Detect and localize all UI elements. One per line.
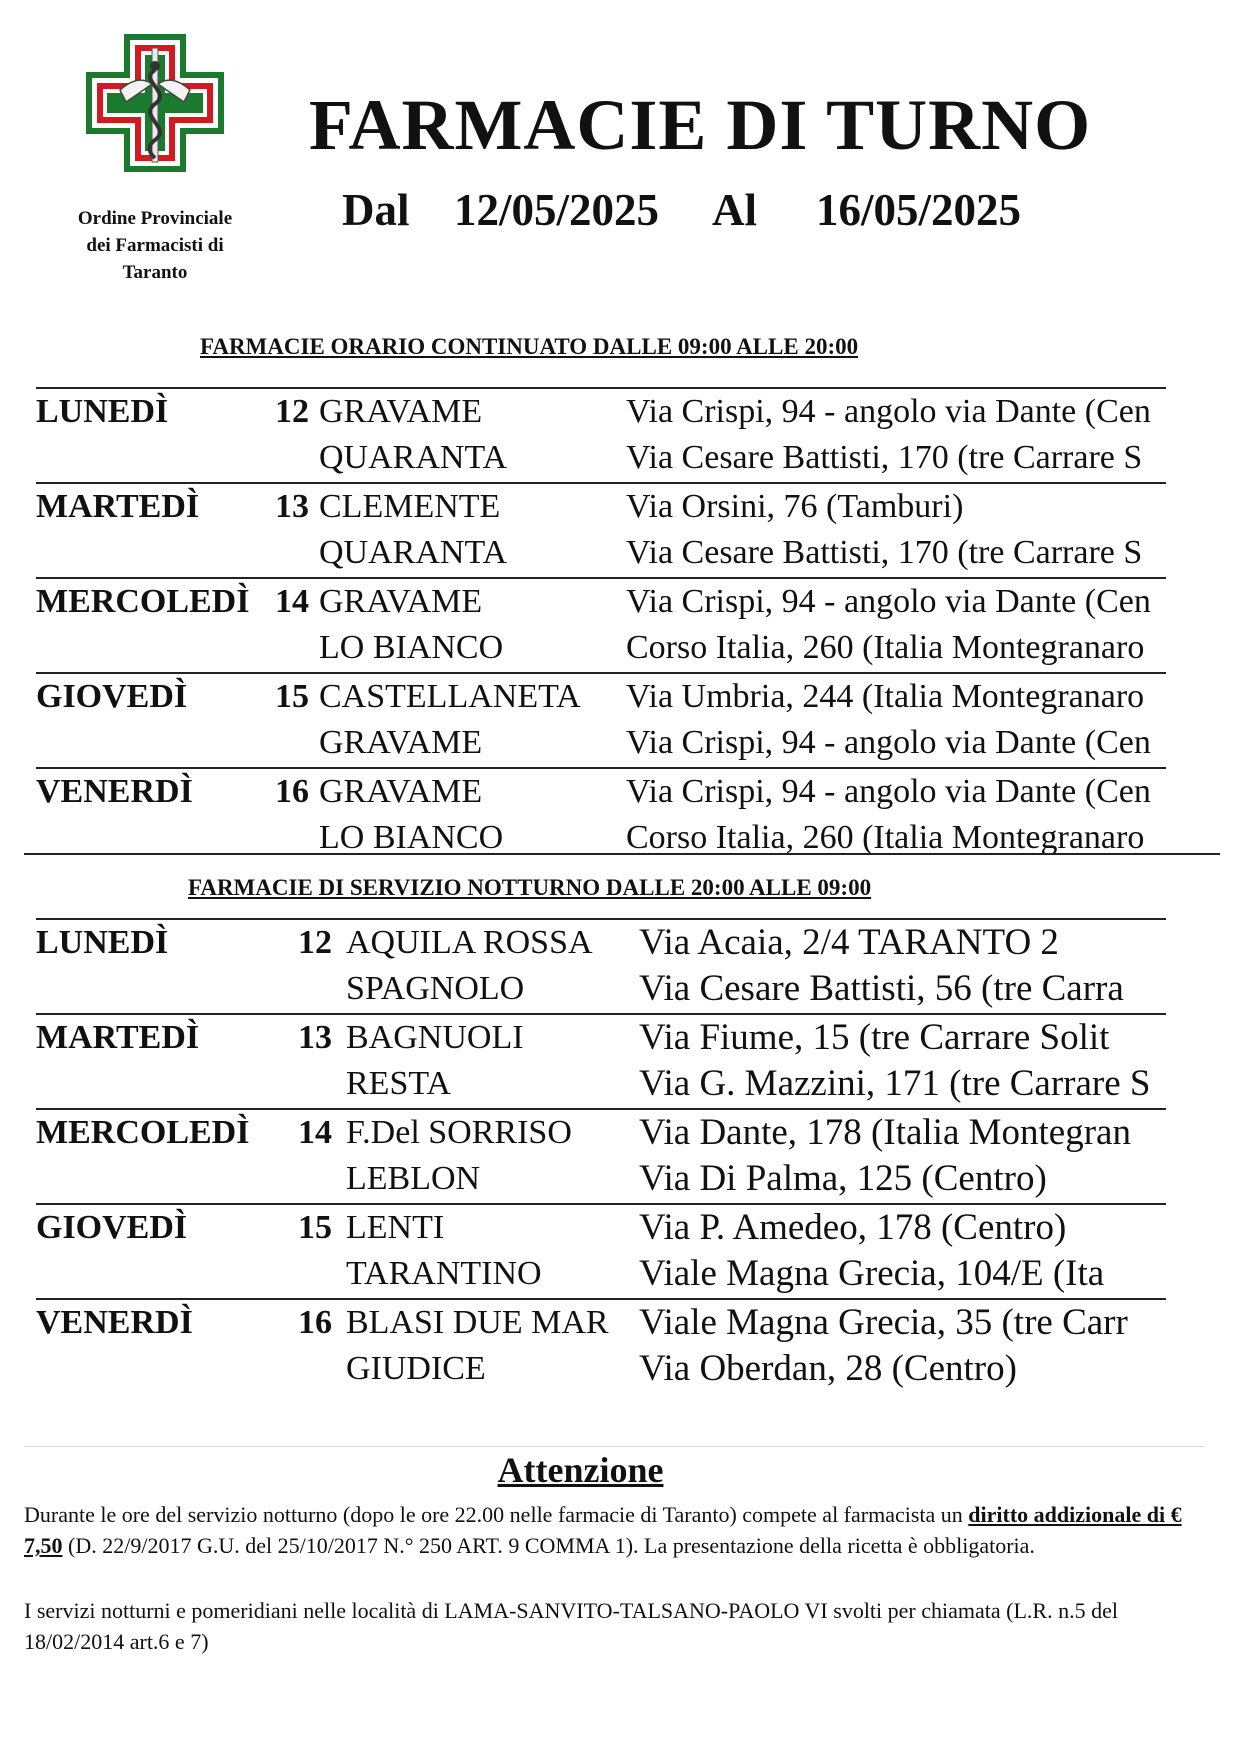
pharmacy-name: GRAVAME: [319, 393, 483, 430]
pharmacy-address: Corso Italia, 260 (Italia Montegranaro: [626, 629, 1145, 666]
section-divider: [24, 853, 1220, 855]
day-number: 16: [298, 1304, 332, 1341]
pharmacy-name: LO BIANCO: [319, 819, 504, 856]
day-number: 13: [298, 1019, 332, 1056]
pharmacy-name: AQUILA ROSSA: [346, 924, 593, 961]
notice-text: Durante le ore del servizio notturno (dopo le ore 22.00 nelle farmacie di Taranto) compete al farmacista un: [24, 1502, 969, 1527]
day-name: MARTEDÌ: [36, 488, 200, 525]
pharmacy-name: QUARANTA: [319, 439, 508, 476]
day-name: LUNEDÌ: [36, 393, 169, 430]
day-block: [36, 918, 1166, 1013]
pharmacy-address: Via Orsini, 76 (Tamburi): [626, 488, 964, 525]
date-from-label: Dal: [342, 185, 410, 235]
day-number: 15: [298, 1209, 332, 1246]
day-name: MARTEDÌ: [36, 1019, 200, 1056]
day-name: VENERDÌ: [36, 1304, 193, 1341]
pharmacy-name: GIUDICE: [346, 1350, 486, 1387]
day-number: 14: [275, 583, 309, 620]
pharmacy-name: RESTA: [346, 1065, 451, 1102]
pharmacy-address: Via Cesare Battisti, 170 (tre Carrare S: [626, 439, 1143, 476]
pharmacy-name: CLEMENTE: [319, 488, 501, 525]
pharmacy-address: Viale Magna Grecia, 35 (tre Carr: [639, 1302, 1128, 1343]
pharmacy-address: Via Cesare Battisti, 56 (tre Carra: [639, 968, 1124, 1009]
pharmacy-address: Via Cesare Battisti, 170 (tre Carrare S: [626, 534, 1143, 571]
notice-text: (D. 22/9/2017 G.U. del 25/10/2017 N.° 250 ART. 9 COMMA 1). La presentazione della ricetta è obbligatoria.: [62, 1533, 1035, 1558]
date-to-label: Al: [712, 185, 757, 235]
night-schedule-table: [36, 918, 1166, 1393]
pharmacy-name: LO BIANCO: [319, 629, 504, 666]
notice-divider: [24, 1446, 1204, 1447]
day-block: [36, 672, 1166, 767]
day-number: 15: [275, 678, 309, 715]
date-to: 16/05/2025: [816, 185, 1022, 235]
org-line: dei Farmacisti di: [86, 235, 224, 256]
page-title: FARMACIE DI TURNO: [308, 85, 1092, 165]
day-block: [36, 767, 1166, 862]
date-from: 12/05/2025: [454, 185, 660, 235]
notice-paragraph-1: [24, 1499, 1204, 1561]
day-section-title: FARMACIE ORARIO CONTINUATO DALLE 09:00 ALLE 20:00: [200, 334, 859, 359]
day-number: 12: [275, 393, 309, 430]
pharmacy-name: LEBLON: [346, 1160, 481, 1197]
night-section-title: FARMACIE DI SERVIZIO NOTTURNO DALLE 20:00 ALLE 09:00: [188, 875, 872, 900]
pharmacy-address: Via Dante, 178 (Italia Montegran: [639, 1112, 1131, 1153]
pharmacy-name: GRAVAME: [319, 583, 483, 620]
notice-fee: diritto addizionale di € 7,50: [24, 1502, 1182, 1558]
pharmacy-address: Via Crispi, 94 - angolo via Dante (Cen: [626, 773, 1151, 810]
day-schedule-table: [36, 387, 1166, 862]
pharmacy-address: Via P. Amedeo, 178 (Centro): [639, 1207, 1067, 1248]
pharmacy-address: Via Acaia, 2/4 TARANTO 2: [639, 922, 1059, 963]
day-name: VENERDÌ: [36, 773, 193, 810]
pharmacy-address: Via Crispi, 94 - angolo via Dante (Cen: [626, 393, 1151, 430]
day-name: GIOVEDÌ: [36, 1209, 188, 1246]
day-block: [36, 387, 1166, 482]
org-line: Taranto: [122, 262, 188, 283]
pharmacy-address: Via G. Mazzini, 171 (tre Carrare S: [639, 1063, 1151, 1104]
day-block: [36, 482, 1166, 577]
day-number: 16: [275, 773, 309, 810]
day-block: [36, 577, 1166, 672]
pharmacy-name: F.Del SORRISO: [346, 1114, 572, 1151]
day-number: 13: [275, 488, 309, 525]
day-name: MERCOLEDÌ: [36, 583, 250, 620]
pharmacy-cross-logo: [86, 34, 224, 172]
pharmacy-name: LENTI: [346, 1209, 445, 1246]
pharmacy-address: Via Oberdan, 28 (Centro): [639, 1348, 1017, 1389]
day-name: LUNEDÌ: [36, 924, 169, 961]
pharmacy-address: Via Umbria, 244 (Italia Montegranaro: [626, 678, 1145, 715]
pharmacy-name: BAGNUOLI: [346, 1019, 524, 1056]
date-range: [342, 182, 1021, 238]
day-name: GIOVEDÌ: [36, 678, 188, 715]
pharmacy-name: TARANTINO: [346, 1255, 542, 1292]
organization-name: [40, 205, 270, 286]
pharmacy-name: CASTELLANETA: [319, 678, 581, 715]
notice-paragraph-2: I servizi notturni e pomeridiani nelle località di LAMA-SANVITO-TALSANO-PAOLO VI svolti per chiamata (L.R. n.5 del 18/02/2014 art.6 e 7): [24, 1598, 1118, 1654]
pharmacy-address: Via Crispi, 94 - angolo via Dante (Cen: [626, 724, 1151, 761]
pharmacy-address: Via Crispi, 94 - angolo via Dante (Cen: [626, 583, 1151, 620]
day-number: 14: [298, 1114, 332, 1151]
day-block: [36, 1108, 1166, 1203]
org-line: Ordine Provinciale: [77, 208, 233, 229]
day-block: [36, 1298, 1166, 1393]
pharmacy-name: QUARANTA: [319, 534, 508, 571]
pharmacy-address: Viale Magna Grecia, 104/E (Ita: [639, 1253, 1105, 1294]
pharmacy-name: GRAVAME: [319, 773, 483, 810]
pharmacy-address: Via Fiume, 15 (tre Carrare Solit: [639, 1017, 1110, 1058]
notice-title: Attenzione: [497, 1450, 664, 1490]
day-name: MERCOLEDÌ: [36, 1114, 250, 1151]
pharmacy-address: Corso Italia, 260 (Italia Montegranaro: [626, 819, 1145, 856]
day-number: 12: [298, 924, 332, 961]
pharmacy-name: GRAVAME: [319, 724, 483, 761]
day-block: [36, 1013, 1166, 1108]
pharmacy-name: SPAGNOLO: [346, 970, 525, 1007]
day-block: [36, 1203, 1166, 1298]
pharmacy-address: Via Di Palma, 125 (Centro): [639, 1158, 1047, 1199]
pharmacy-name: BLASI DUE MAR: [346, 1304, 609, 1341]
